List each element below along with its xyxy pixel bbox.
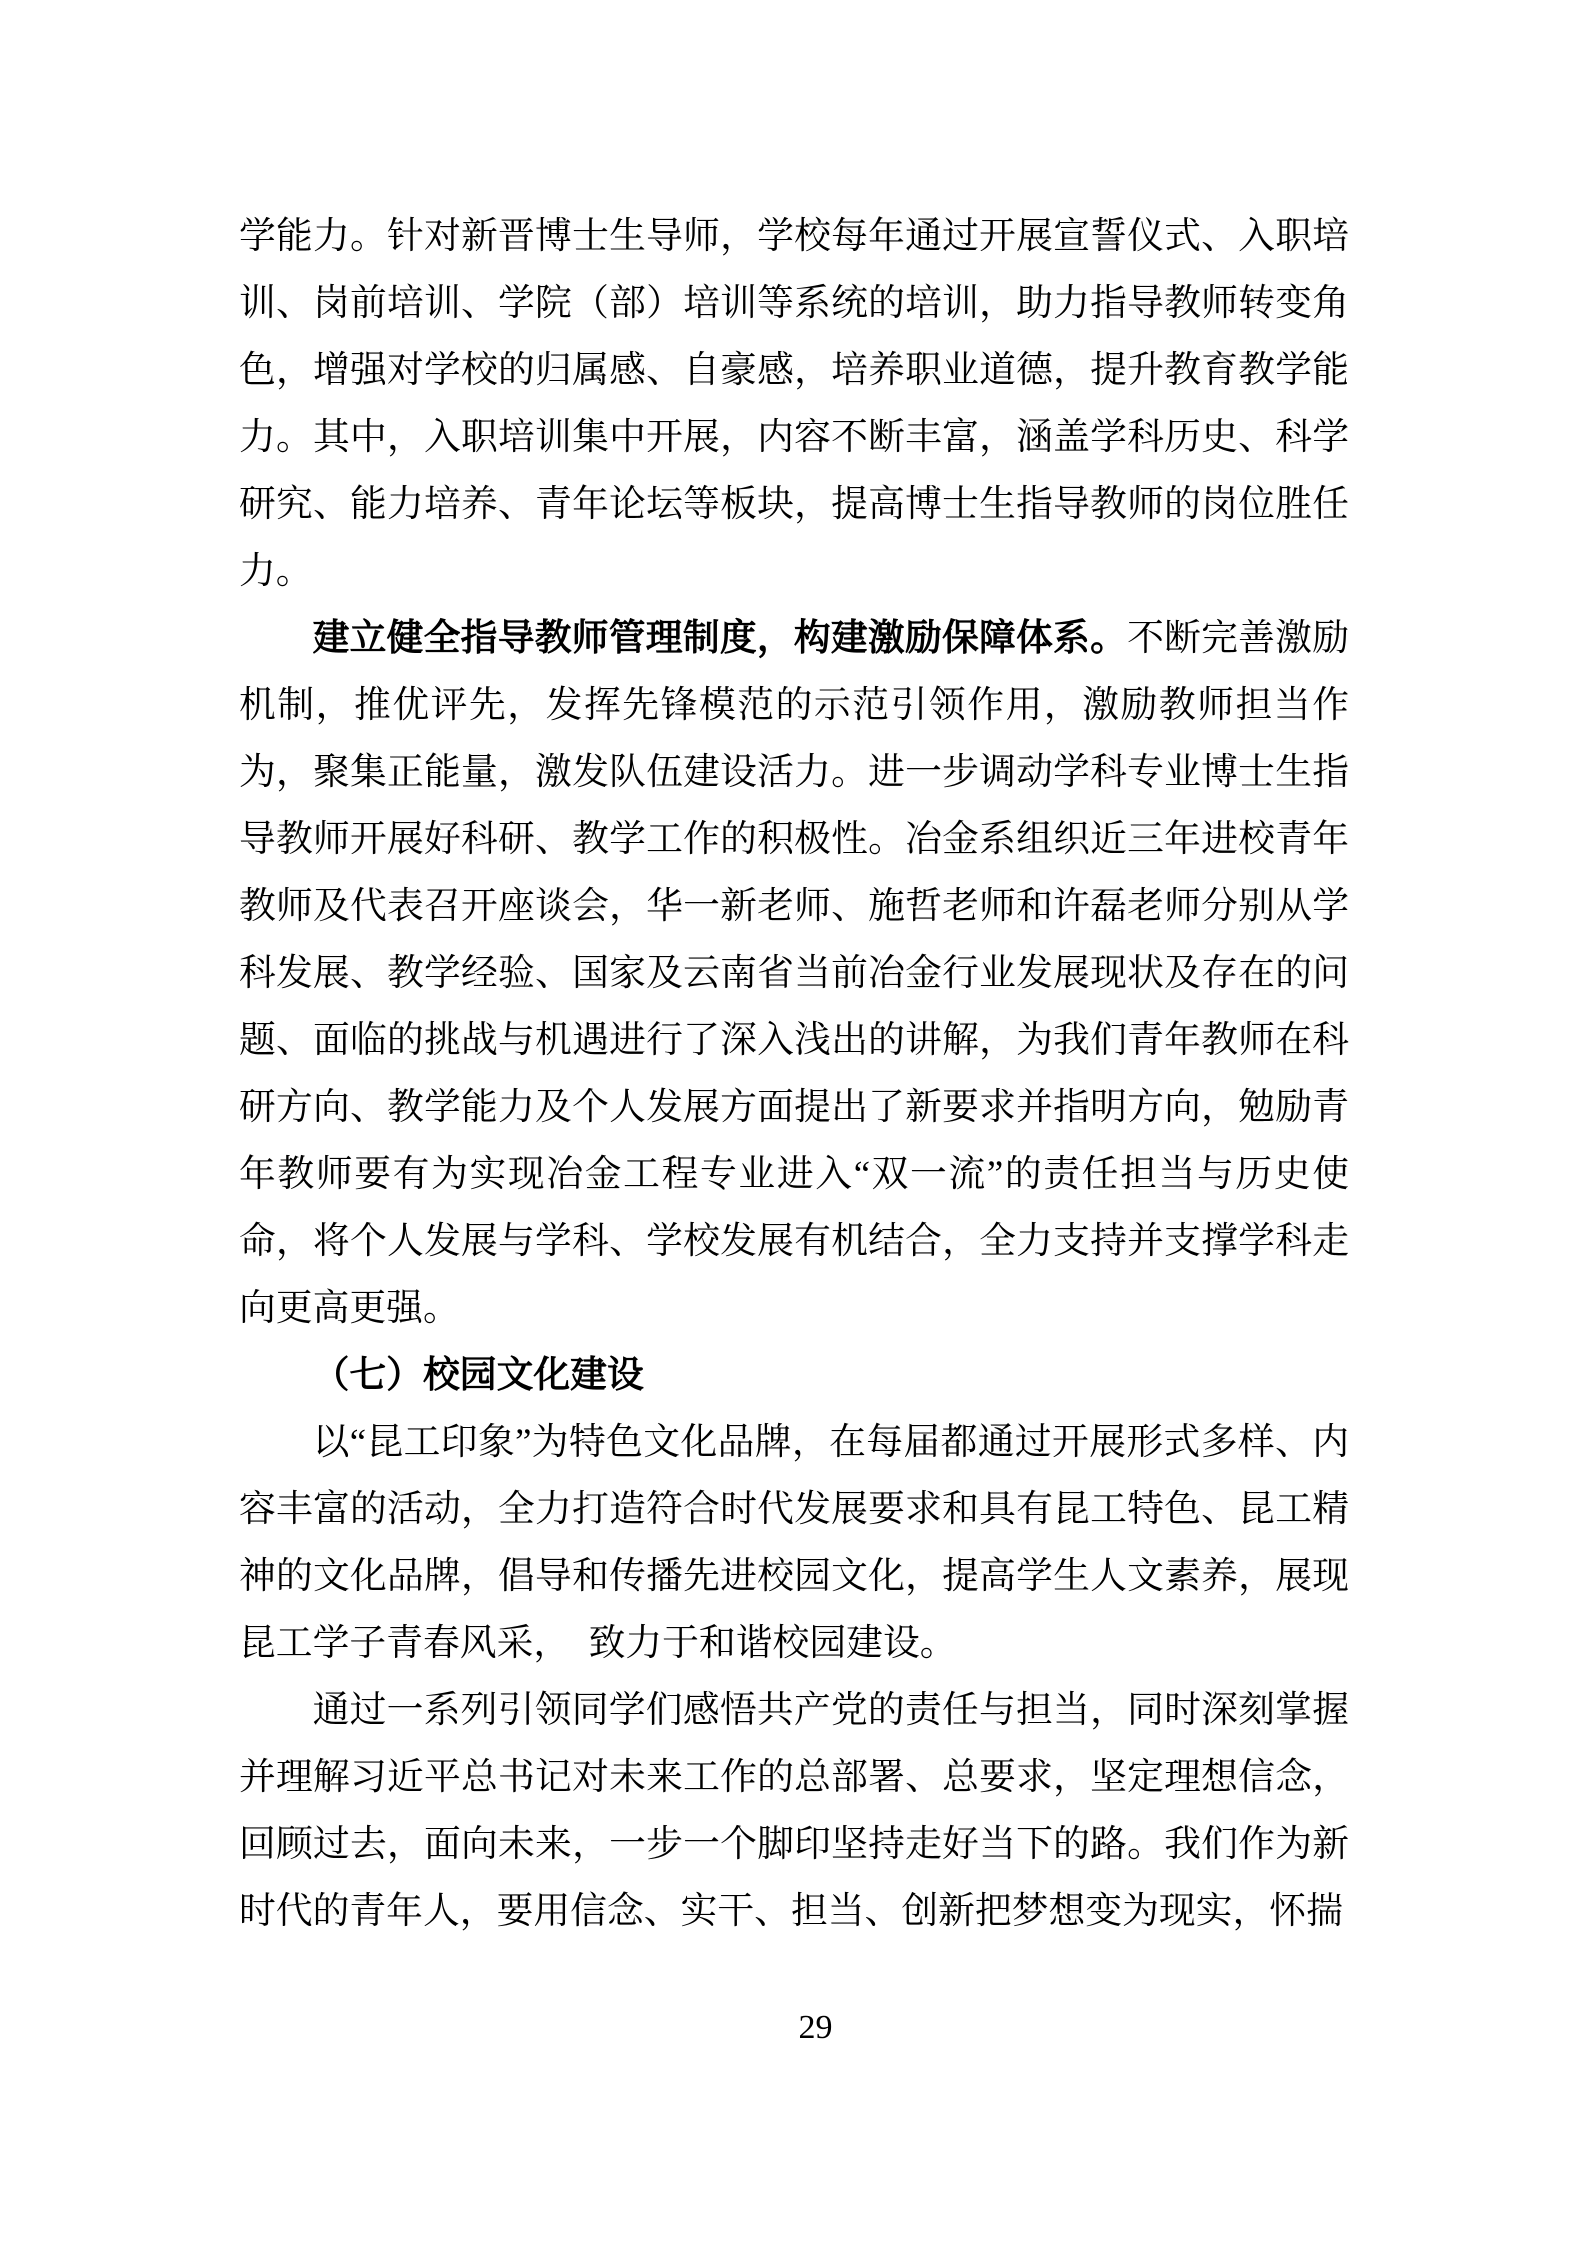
paragraph-continuation (239, 202, 1349, 604)
document-body (239, 202, 1349, 1944)
section-heading-text: （七）校园文化建设 (312, 1354, 644, 1395)
text-run: 以“昆工印象”为特色文化品牌，在每届都通过开展形式多样、内容丰富的活动，全力打造符合时代发展要求和具有昆工特色、昆工精神的文化品牌，倡导和传播先进校园文化，提高学生人文素养，展现昆工学子青春风采， 致力于和谐校园建设。 (239, 1421, 1349, 1663)
section-heading-campus-culture (239, 1341, 1349, 1408)
paragraph-culture-brand (239, 1408, 1349, 1676)
paragraph-incentive-system (239, 604, 1349, 1341)
text-run: 不断完善激励机制，推优评先，发挥先锋模范的示范引领作用，激励教师担当作为，聚集正能量，激发队伍建设活力。进一步调动学科专业博士生指导教师开展好科研、教学工作的积极性。冶金系组织近三年进校青年教师及代表召开座谈会，华一新老师、施哲老师和许磊老师分别从学科发展、教学经验、国家及云南省当前冶金行业发展现状及存在的问题、面临的挑战与机遇进行了深入浅出的讲解，为我们青年教师在科研方向、教学能力及个人发展方面提出了新要求并指明方向，勉励青年教师要有为实现冶金工程专业进入“双一流”的责任担当与历史使命，将个人发展与学科、学校发展有机结合，全力支持并支撑学科走向更高更强。 (239, 617, 1350, 1328)
paragraph-youth-mission (239, 1676, 1349, 1944)
text-run: 学能力。针对新晋博士生导师，学校每年通过开展宣誓仪式、入职培训、岗前培训、学院（部）培训等系统的培训，助力指导教师转变角色，增强对学校的归属感、自豪感，培养职业道德，提升教育教学能力。其中，入职培训集中开展，内容不断丰富，涵盖学科历史、科学研究、能力培养、青年论坛等板块，提高博士生指导教师的岗位胜任力。 (239, 215, 1349, 591)
text-run: 通过一系列引领同学们感悟共产党的责任与担当，同时深刻掌握并理解习近平总书记对未来工作的总部署、总要求，坚定理想信念，回顾过去，面向未来，一步一个脚印坚持走好当下的路。我们作为新时代的青年人，要用信念、实干、担当、创新把梦想变为现实，怀揣 (239, 1689, 1349, 1931)
bold-lead-run: 建立健全指导教师管理制度，构建激励保障体系。 (312, 617, 1128, 658)
page-number: 29 (798, 2009, 833, 2046)
